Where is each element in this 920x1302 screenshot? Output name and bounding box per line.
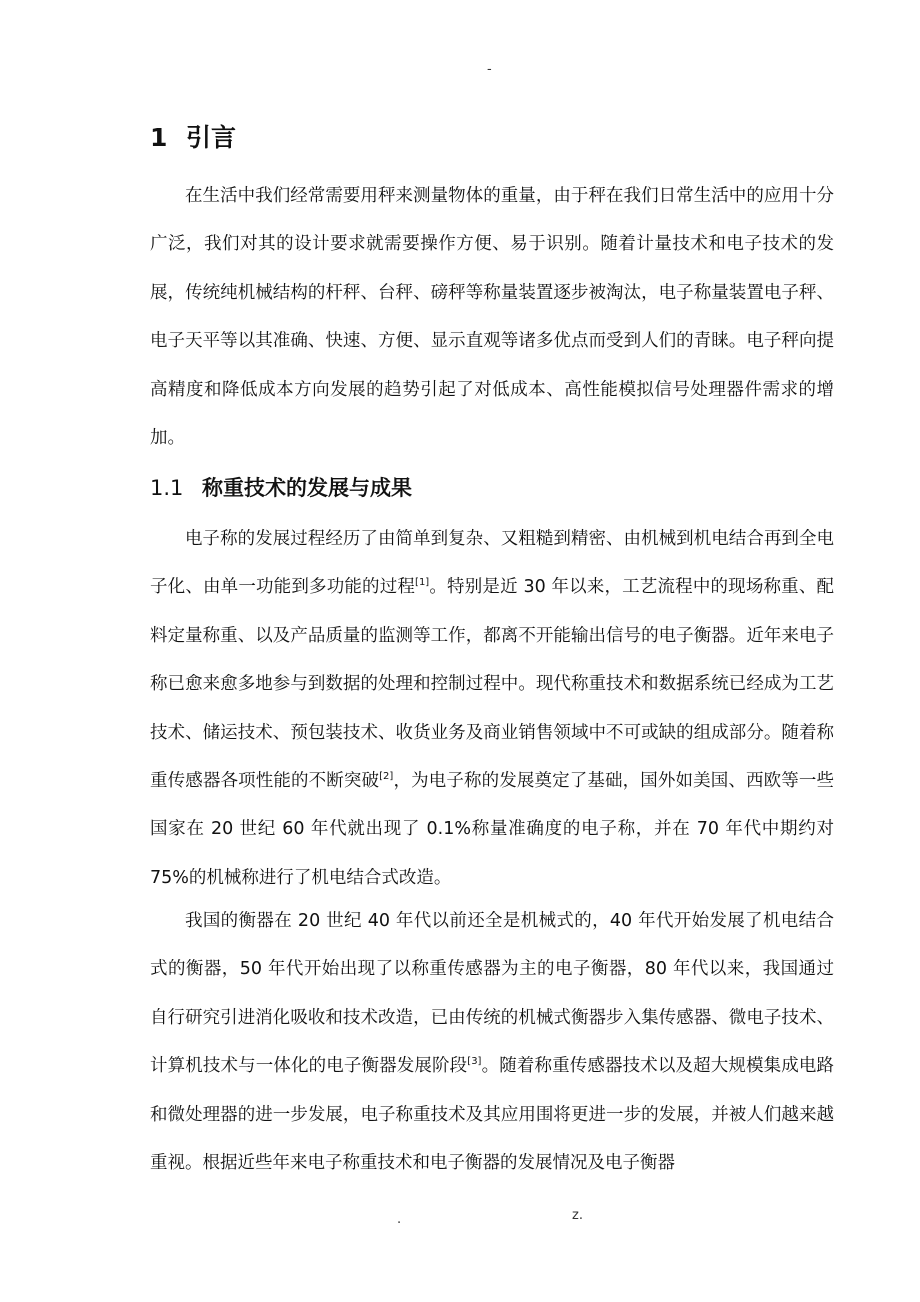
intro-paragraph: 在生活中我们经常需要用秤来测量物体的重量，由于秤在我们日常生活中的应用十分广泛，我们对其的设计要求就需要操作方便、易于识别。随着计量技术和电子技术的发展，传统纯机械结构的杆秤、台秤、磅秤等称量装置逐步被淘汰，电子称量装置电子秤、电子天平等以其准确、快速、方便、显示直观等诸多优点而受到人们的青睐。电子秤向提高精度和降低成本方向发展的趋势引起了对低成本、高性能模拟信号处理器件需求的增加。: [150, 186, 834, 449]
section-number: 1: [150, 123, 168, 152]
subsection-title: 称重技术的发展与成果: [202, 476, 412, 500]
section-title: 引言: [186, 123, 237, 152]
paragraph-text: 电子称的发展过程经历了由简单到复杂、又粗糙到精密、由机械到机电结合再到全电子化、由单一功能到多功能的过程: [150, 529, 834, 598]
citation-ref-1[interactable]: [1]: [415, 577, 430, 589]
citation-ref-3[interactable]: [3]: [467, 1056, 482, 1068]
paragraph-text: 。特别是近 30 年以来，工艺流程中的现场称重、配料定量称重、以及产品质量的监测等工作，都离不开能输出信号的电子衡器。近年来电子称已愈来愈多地参与到数据的处理和控制过程中。现代称重技术和数据系统已经成为工艺技术、储运技术、预包装技术、收货业务及商业销售领域中不可或缺的组成部分。随着称重传感器各项性能的不断突破: [150, 577, 834, 792]
footer-left-mark: .: [397, 1212, 402, 1227]
header-mark: -: [487, 62, 492, 77]
paragraph-text: 。随着称重传感器技术以及超大规模集成电路和微处理器的进一步发展，电子称重技术及其应用围将更进一步的发展，并被人们越来越重视。根据近些年来电子称重技术和电子衡器的发展情况及电子衡器: [150, 1056, 835, 1174]
section-heading-1: [150, 118, 236, 154]
development-paragraph: [150, 515, 834, 902]
paragraph-text: ，为电子称的发展奠定了基础，国外如美国、西欧等一些国家在 20 世纪 60 年代就出现了 0.1%称量准确度的电子称，并在 70 年代中期约对 75%的机械称进行了机电结合式改造。: [150, 771, 835, 888]
subsection-number: 1.1: [150, 476, 184, 500]
citation-ref-2[interactable]: [2]: [379, 771, 394, 783]
paragraph-text: 我国的衡器在 20 世纪 40 年代以前还全是机械式的，40 年代开始发展了机电结合式的衡器，50 年代开始出现了以称重传感器为主的电子衡器，80 年代以来，我国通过自行研究引进消化吸收和技术改造，已由传统的机械式衡器步入集传感器、微电子技术、计算机技术与一体化的电子衡器发展阶段: [150, 911, 834, 1077]
section-heading-1-1: [150, 472, 412, 502]
footer-right-mark: z.: [572, 1208, 583, 1223]
china-development-paragraph: [150, 897, 834, 1187]
